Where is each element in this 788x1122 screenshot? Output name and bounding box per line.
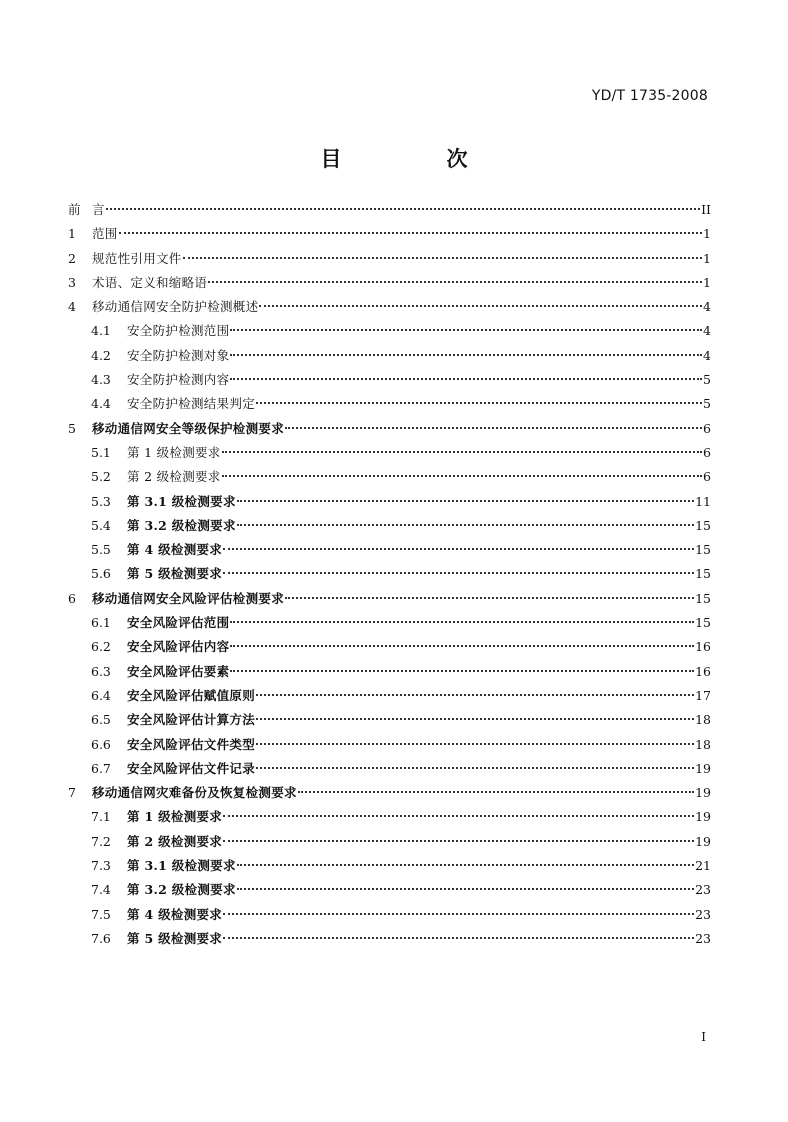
toc-entry[interactable] xyxy=(68,757,711,781)
toc-entry-number: 5 xyxy=(68,420,76,436)
toc-entry-label: 第 3.2 级检测要求 xyxy=(127,882,236,898)
toc-entry-page: II xyxy=(701,202,711,217)
toc-entry-label: 第 5 级检测要求 xyxy=(127,566,223,582)
toc-leader-dots xyxy=(230,354,702,356)
toc-leader-dots xyxy=(223,840,694,842)
toc-entry-number: 3 xyxy=(68,274,76,290)
toc-entry[interactable] xyxy=(68,830,711,854)
toc-entry-label: 第 3.1 级检测要求 xyxy=(127,858,236,874)
toc-entry-number: 4.3 xyxy=(91,372,111,388)
toc-entry-page: 23 xyxy=(695,930,711,946)
toc-entry-label: 第 1 级检测要求 xyxy=(127,809,223,825)
standard-code: YD/T 1735-2008 xyxy=(591,88,708,104)
page-number: I xyxy=(701,1030,706,1044)
toc-entry-number: 7.3 xyxy=(91,858,111,874)
toc-entry-label: 第 3.1 级检测要求 xyxy=(127,493,236,509)
toc-entry-page: 6 xyxy=(703,469,711,485)
toc-entry-number: 6.7 xyxy=(91,760,111,776)
toc-entry[interactable] xyxy=(68,660,711,684)
toc-leader-dots xyxy=(285,427,702,429)
toc-entry-page: 15 xyxy=(695,566,711,582)
toc-leader-dots xyxy=(230,670,694,672)
toc-leader-dots xyxy=(259,305,702,307)
toc-entry[interactable] xyxy=(68,368,711,392)
toc-leader-dots xyxy=(106,208,700,210)
toc-entry-label: 安全风险评估文件类型 xyxy=(127,736,256,752)
toc-entry-number: 7.5 xyxy=(91,906,111,922)
toc-leader-dots xyxy=(237,524,694,526)
toc-entry-label: 第 4 级检测要求 xyxy=(127,906,223,922)
toc-entry-page: 16 xyxy=(695,663,711,679)
toc-entry[interactable] xyxy=(68,441,711,465)
toc-entry-label: 范围 xyxy=(92,226,118,242)
toc-leader-dots xyxy=(230,621,694,623)
toc-entry-page: 4 xyxy=(703,323,711,339)
toc-leader-dots xyxy=(208,281,702,283)
toc-entry-page: 5 xyxy=(703,396,711,412)
toc-entry-number: 4 xyxy=(68,299,76,315)
table-of-contents xyxy=(68,198,711,951)
toc-entry-number: 4.2 xyxy=(91,347,111,363)
toc-entry-page: 15 xyxy=(695,542,711,558)
toc-entry-page: 15 xyxy=(695,615,711,631)
toc-entry-label: 安全防护检测结果判定 xyxy=(127,396,256,412)
toc-entry-page: 18 xyxy=(695,712,711,728)
toc-leader-dots xyxy=(223,937,694,939)
toc-leader-dots xyxy=(237,864,694,866)
toc-entry-page: 1 xyxy=(703,226,711,242)
toc-entry[interactable] xyxy=(68,708,711,732)
toc-entry-number: 4.1 xyxy=(91,323,111,339)
toc-entry-page: 4 xyxy=(703,347,711,363)
toc-leader-dots xyxy=(222,475,702,477)
toc-entry-number: 7.1 xyxy=(91,809,111,825)
toc-entry-label: 言 xyxy=(92,202,105,217)
toc-entry-page: 23 xyxy=(695,882,711,898)
toc-entry[interactable] xyxy=(68,295,711,319)
toc-leader-dots xyxy=(256,402,702,404)
toc-entry-number: 5.4 xyxy=(91,517,111,533)
toc-entry-page: 1 xyxy=(703,250,711,266)
toc-leader-dots xyxy=(223,913,694,915)
toc-leader-dots xyxy=(223,548,694,550)
toc-entry[interactable] xyxy=(68,344,711,368)
toc-entry-page: 1 xyxy=(703,274,711,290)
toc-entry-number: 7.6 xyxy=(91,930,111,946)
toc-entry-number: 前 xyxy=(68,202,81,217)
toc-entry-page: 5 xyxy=(703,372,711,388)
toc-entry-label: 安全防护检测内容 xyxy=(127,372,230,388)
toc-entry[interactable] xyxy=(68,927,711,951)
toc-entry-page: 11 xyxy=(695,493,711,509)
toc-entry-label: 安全风险评估计算方法 xyxy=(127,712,256,728)
toc-entry-page: 6 xyxy=(703,420,711,436)
toc-entry[interactable] xyxy=(68,465,711,489)
toc-entry-label: 安全风险评估文件记录 xyxy=(127,760,256,776)
toc-leader-dots xyxy=(237,500,694,502)
toc-entry-number: 6.4 xyxy=(91,687,111,703)
toc-entry[interactable] xyxy=(68,247,711,271)
toc-entry-number: 6.2 xyxy=(91,639,111,655)
toc-entry-number: 7.4 xyxy=(91,882,111,898)
toc-leader-dots xyxy=(256,718,694,720)
toc-entry-label: 安全风险评估要素 xyxy=(127,663,230,679)
toc-entry[interactable] xyxy=(68,319,711,343)
toc-entry-page: 21 xyxy=(695,858,711,874)
toc-entry-label: 第 2 级检测要求 xyxy=(127,833,223,849)
toc-entry-number: 1 xyxy=(68,226,76,242)
toc-entry-label: 术语、定义和缩略语 xyxy=(92,274,208,290)
toc-entry-page: 16 xyxy=(695,639,711,655)
toc-entry[interactable] xyxy=(68,222,711,246)
toc-entry[interactable] xyxy=(68,781,711,805)
toc-entry[interactable] xyxy=(68,538,711,562)
toc-entry-label: 安全风险评估范围 xyxy=(127,615,230,631)
toc-title: 目 次 xyxy=(320,147,510,171)
toc-entry-label: 移动通信网安全等级保护检测要求 xyxy=(92,420,285,436)
toc-leader-dots xyxy=(183,257,702,259)
toc-leader-dots xyxy=(256,694,694,696)
toc-entry-label: 第 1 级检测要求 xyxy=(127,444,221,460)
toc-entry[interactable] xyxy=(68,562,711,586)
toc-entry[interactable] xyxy=(68,878,711,902)
toc-leader-dots xyxy=(285,597,694,599)
toc-leader-dots xyxy=(230,378,702,380)
toc-entry-number: 6 xyxy=(68,590,76,606)
toc-entry-label: 第 3.2 级检测要求 xyxy=(127,517,236,533)
toc-entry-number: 5.6 xyxy=(91,566,111,582)
toc-entry-number: 7 xyxy=(68,785,76,801)
toc-entry-label: 安全风险评估赋值原则 xyxy=(127,687,256,703)
toc-entry-page: 4 xyxy=(703,299,711,315)
toc-entry-number: 6.3 xyxy=(91,663,111,679)
toc-entry-number: 4.4 xyxy=(91,396,111,412)
toc-leader-dots xyxy=(230,329,702,331)
toc-entry-page: 6 xyxy=(703,444,711,460)
toc-entry-label: 安全风险评估内容 xyxy=(127,639,230,655)
toc-leader-dots xyxy=(298,791,694,793)
toc-entry-page: 17 xyxy=(695,687,711,703)
toc-entry[interactable] xyxy=(68,514,711,538)
toc-entry-label: 移动通信网灾难备份及恢复检测要求 xyxy=(92,785,297,801)
toc-entry[interactable] xyxy=(68,635,711,659)
toc-entry-page: 15 xyxy=(695,590,711,606)
toc-entry-number: 5.5 xyxy=(91,542,111,558)
toc-entry[interactable] xyxy=(68,611,711,635)
toc-entry-label: 移动通信网安全防护检测概述 xyxy=(92,299,259,315)
toc-leader-dots xyxy=(223,572,694,574)
toc-entry-number: 6.6 xyxy=(91,736,111,752)
toc-entry[interactable] xyxy=(68,805,711,829)
toc-leader-dots xyxy=(256,743,694,745)
toc-leader-dots xyxy=(119,232,702,234)
toc-entry-number: 5.2 xyxy=(91,469,111,485)
toc-leader-dots xyxy=(256,767,694,769)
toc-leader-dots xyxy=(222,451,702,453)
toc-entry-number: 7.2 xyxy=(91,833,111,849)
toc-entry[interactable] xyxy=(68,587,711,611)
toc-entry-number: 6.5 xyxy=(91,712,111,728)
toc-entry-page: 23 xyxy=(695,906,711,922)
toc-entry[interactable] xyxy=(68,271,711,295)
toc-entry[interactable] xyxy=(68,684,711,708)
toc-entry-label: 安全防护检测对象 xyxy=(127,347,230,363)
toc-entry[interactable] xyxy=(68,392,711,416)
toc-entry-label: 第 5 级检测要求 xyxy=(127,930,223,946)
toc-entry-label: 安全防护检测范围 xyxy=(127,323,230,339)
toc-entry[interactable] xyxy=(68,733,711,757)
toc-entry-page: 19 xyxy=(695,760,711,776)
toc-entry[interactable] xyxy=(68,198,711,222)
toc-entry-number: 6.1 xyxy=(91,615,111,631)
toc-entry[interactable] xyxy=(68,490,711,514)
toc-entry-page: 19 xyxy=(695,809,711,825)
toc-entry-label: 规范性引用文件 xyxy=(92,250,182,266)
toc-entry-number: 2 xyxy=(68,250,76,266)
toc-entry[interactable] xyxy=(68,903,711,927)
toc-entry-page: 18 xyxy=(695,736,711,752)
toc-entry-label: 移动通信网安全风险评估检测要求 xyxy=(92,590,285,606)
toc-entry-number: 5.3 xyxy=(91,493,111,509)
toc-entry-label: 第 2 级检测要求 xyxy=(127,469,221,485)
toc-leader-dots xyxy=(237,888,694,890)
toc-leader-dots xyxy=(230,645,694,647)
toc-entry-page: 19 xyxy=(695,833,711,849)
toc-entry[interactable] xyxy=(68,417,711,441)
toc-entry-page: 15 xyxy=(695,517,711,533)
toc-entry-number: 5.1 xyxy=(91,444,111,460)
toc-entry[interactable] xyxy=(68,854,711,878)
toc-entry-page: 19 xyxy=(695,785,711,801)
toc-entry-label: 第 4 级检测要求 xyxy=(127,542,223,558)
toc-leader-dots xyxy=(223,815,694,817)
